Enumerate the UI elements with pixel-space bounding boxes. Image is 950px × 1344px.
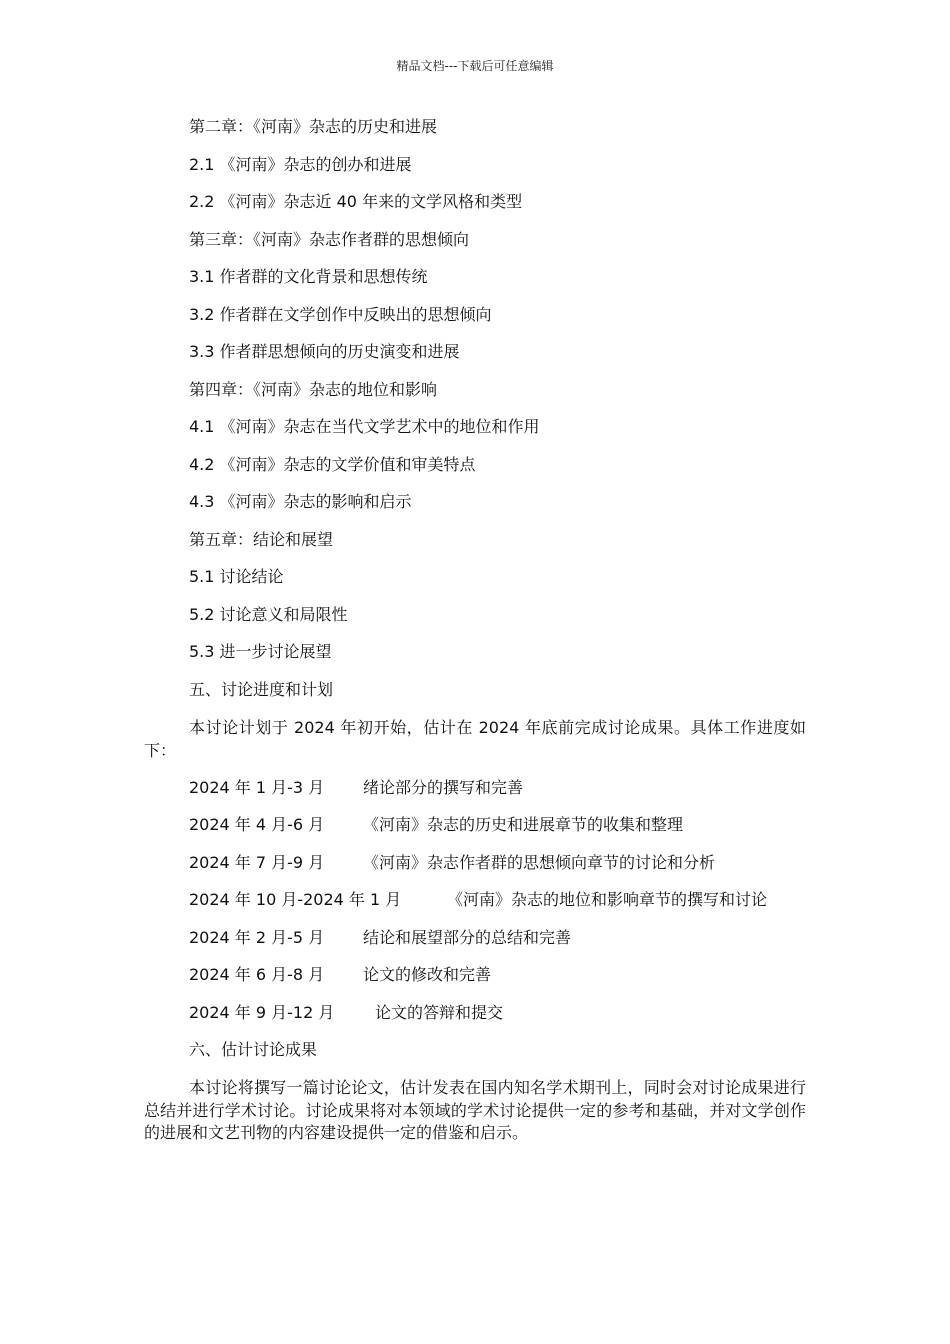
outline-item-3-1: 3.1 作者群的文化背景和思想传统 — [189, 267, 428, 286]
schedule-row — [189, 814, 683, 836]
outline-item-5-3: 5.3 进一步讨论展望 — [189, 642, 332, 661]
schedule-row — [189, 927, 571, 949]
schedule-date: 2024 年 4 月-6 月 — [189, 815, 325, 834]
schedule-row — [189, 777, 523, 799]
schedule-task: 《河南》杂志的历史和进展章节的收集和整理 — [363, 815, 684, 834]
schedule-date: 2024 年 2 月-5 月 — [189, 928, 325, 947]
schedule-task: 论文的答辩和提交 — [375, 1003, 504, 1022]
page-header: 精品文档---下载后可任意编辑 — [396, 59, 554, 73]
outline-item-5-1: 5.1 讨论结论 — [189, 567, 284, 586]
schedule-date: 2024 年 6 月-8 月 — [189, 965, 325, 984]
schedule-row — [189, 964, 491, 986]
outline-item-3-2: 3.2 作者群在文学创作中反映出的思想倾向 — [189, 305, 492, 324]
schedule-row — [189, 889, 767, 911]
schedule-task: 《河南》杂志的地位和影响章节的撰写和讨论 — [447, 890, 768, 909]
section-6-body: 本讨论将撰写一篇讨论论文，估计发表在国内知名学术期刊上，同时会对讨论成果进行总结并进行学术讨论。讨论成果将对本领域的学术讨论提供一定的参考和基础，并对文学创作的进展和文艺刊物的内容建设提供一定的借鉴和启示。 — [144, 1078, 806, 1142]
outline-item-2-1: 2.1 《河南》杂志的创办和进展 — [189, 155, 412, 174]
schedule-date: 2024 年 10 月-2024 年 1 月 — [189, 890, 402, 909]
schedule-task: 绪论部分的撰写和完善 — [363, 778, 524, 797]
section-5-heading: 五、讨论进度和计划 — [189, 680, 334, 699]
schedule-date: 2024 年 9 月-12 月 — [189, 1003, 335, 1022]
schedule-task: 结论和展望部分的总结和完善 — [363, 928, 572, 947]
outline-item-3-3: 3.3 作者群思想倾向的历史演变和进展 — [189, 342, 460, 361]
schedule-task: 论文的修改和完善 — [363, 965, 492, 984]
chapter-2-heading: 第二章：《河南》杂志的历史和进展 — [189, 117, 438, 136]
outline-item-2-2: 2.2 《河南》杂志近 40 年来的文学风格和类型 — [189, 192, 523, 211]
chapter-5-heading: 第五章：结论和展望 — [189, 530, 334, 549]
outline-item-4-3: 4.3 《河南》杂志的影响和启示 — [189, 492, 412, 511]
chapter-3-heading: 第三章：《河南》杂志作者群的思想倾向 — [189, 230, 470, 249]
section-6-heading: 六、估计讨论成果 — [189, 1040, 318, 1059]
outline-item-4-2: 4.2 《河南》杂志的文学价值和审美特点 — [189, 455, 476, 474]
chapter-4-heading: 第四章：《河南》杂志的地位和影响 — [189, 380, 438, 399]
schedule-date: 2024 年 1 月-3 月 — [189, 778, 325, 797]
schedule-row — [189, 852, 715, 874]
schedule-task: 《河南》杂志作者群的思想倾向章节的讨论和分析 — [363, 853, 716, 872]
outline-item-4-1: 4.1 《河南》杂志在当代文学艺术中的地位和作用 — [189, 417, 540, 436]
section-5-intro: 本讨论计划于 2024 年初开始，估计在 2024 年底前完成讨论成果。具体工作进度如下： — [144, 718, 806, 760]
schedule-row — [189, 1002, 503, 1024]
outline-item-5-2: 5.2 讨论意义和局限性 — [189, 605, 348, 624]
schedule-date: 2024 年 7 月-9 月 — [189, 853, 325, 872]
